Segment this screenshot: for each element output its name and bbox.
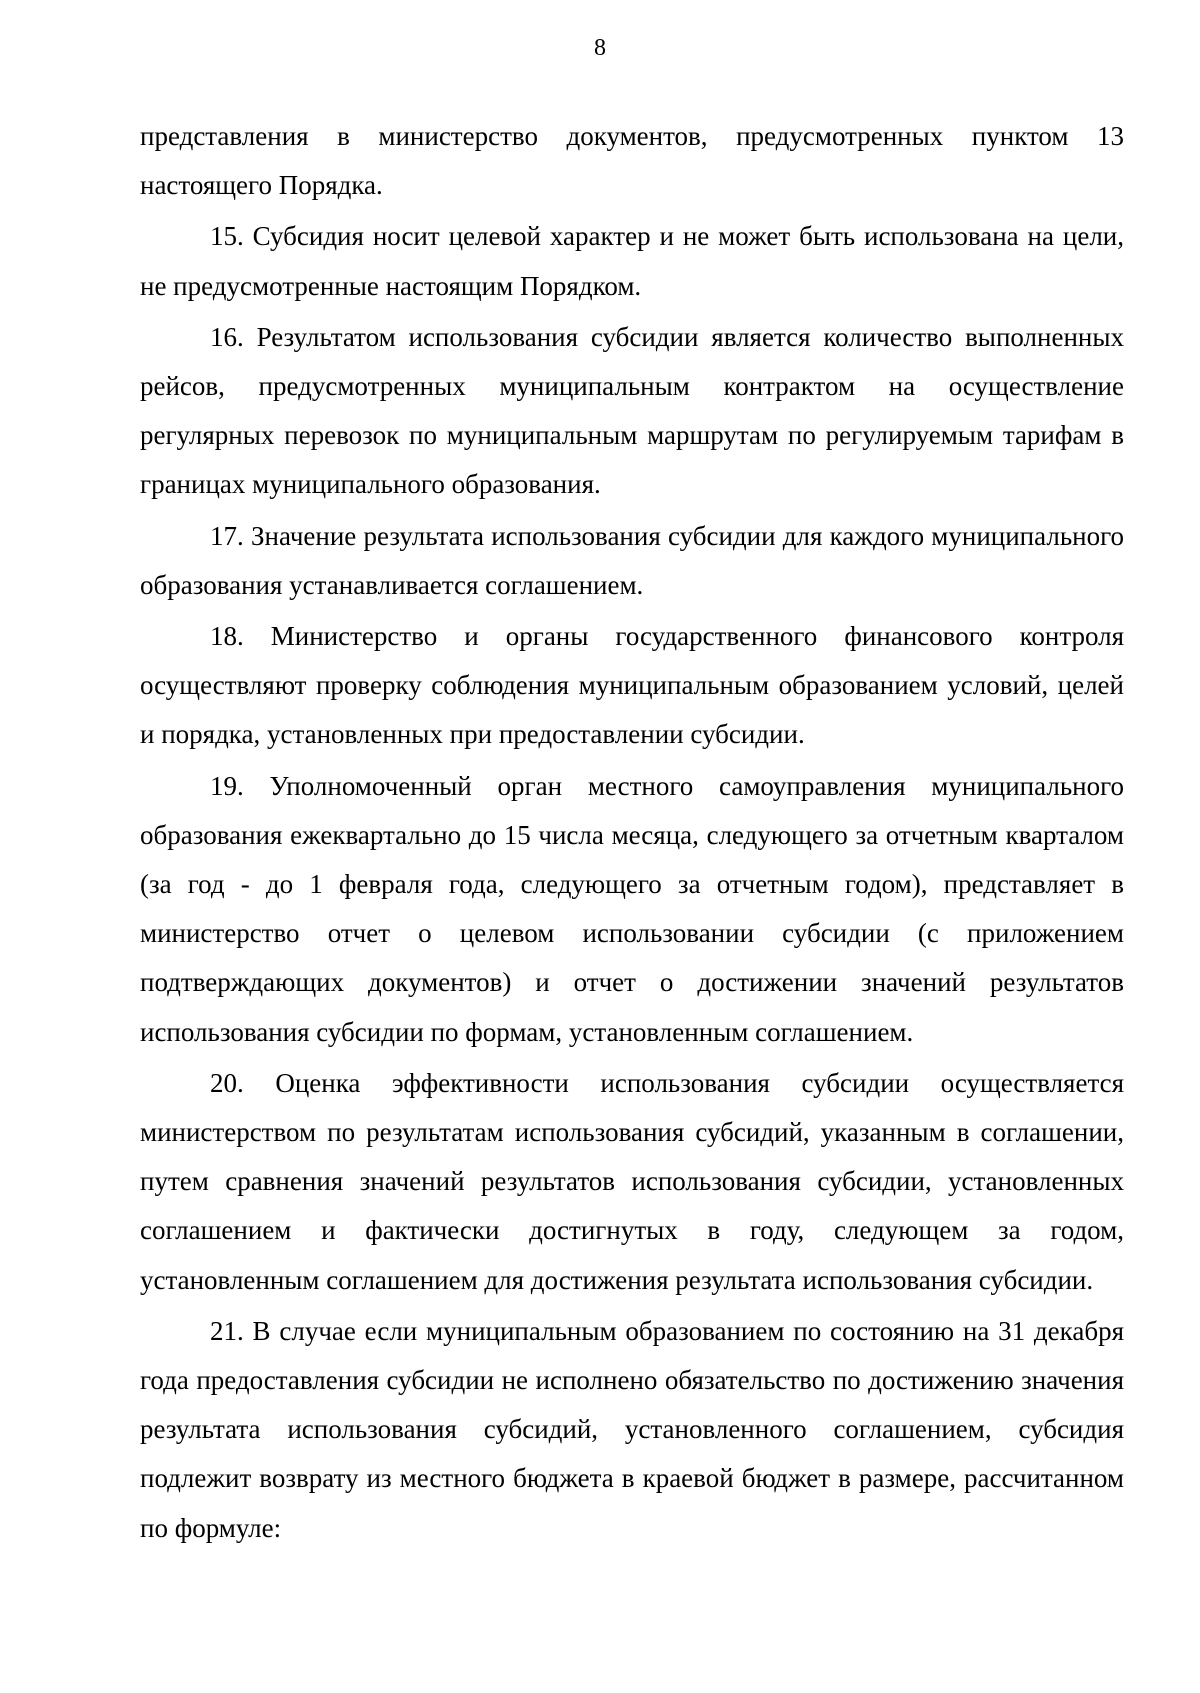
- paragraph-17: 17. Значение результата использования субсидии для каждого муниципального образования устанавливается соглашением.: [140, 520, 1124, 600]
- paragraph-21: 21. В случае если муниципальным образованием по состоянию на 31 декабря года предоставления субсидии не исполнено обязательство по достижению значения результата использования субсидий, установленного соглашением, субсидия подлежит возврату из местного бюджета в краевой бюджет в размере, рассчитанном по формуле:: [140, 1315, 1124, 1543]
- document-body: [140, 112, 1124, 1555]
- paragraph-18: 18. Министерство и органы государственного финансового контроля осуществляют проверку соблюдения муниципальным образованием условий, целей и порядка, установленных при предоставлении субсидии.: [140, 621, 1124, 750]
- paragraph-15: 15. Субсидия носит целевой характер и не может быть использована на цели, не предусмотренные настоящим Порядком.: [140, 221, 1124, 301]
- paragraph-19: 19. Уполномоченный орган местного самоуправления муниципального образования ежеквартально до 15 числа месяца, следующего за отчетным кварталом (за год - до 1 февраля года, следующего за отчетным годом), представляет в министерство отчет о целевом использовании субсидии (с приложением подтверждающих документов) и отчет о достижении значений результатов использования субсидии по формам, установленным соглашением.: [140, 770, 1124, 1047]
- paragraph-20: 20. Оценка эффективности использования субсидии осуществляется министерством по результатам использования субсидий, указанным в соглашении, путем сравнения значений результатов использования субсидии, установленных соглашением и фактически достигнутых в году, следующем за годом, установленным соглашением для достижения результата использования субсидии.: [140, 1067, 1124, 1295]
- paragraph-16: 16. Результатом использования субсидии является количество выполненных рейсов, предусмотренных муниципальным контрактом на осуществление регулярных перевозок по муниципальным маршрутам по регулируемым тарифам в границах муниципального образования.: [140, 321, 1124, 500]
- paragraph-continuation: представления в министерство документов, предусмотренных пунктом 13 настоящего Порядка.: [140, 121, 1124, 201]
- page-number: 8: [594, 35, 606, 61]
